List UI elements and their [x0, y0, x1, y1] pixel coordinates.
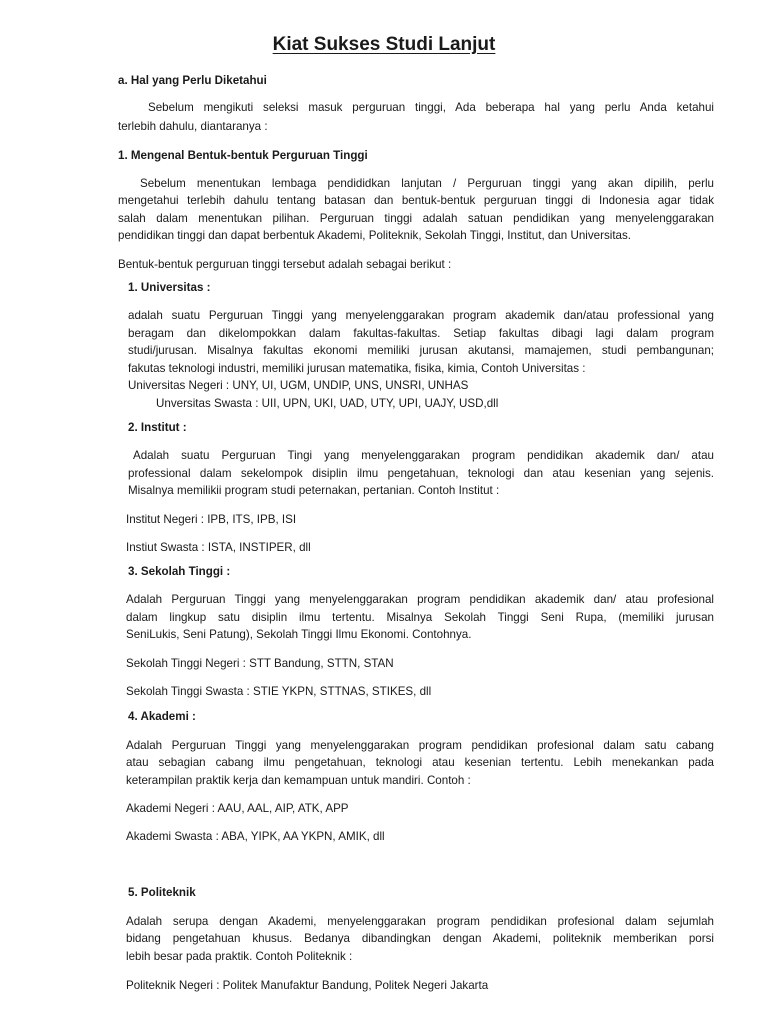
institut-swasta: Instiut Swasta : ISTA, INSTIPER, dll — [126, 541, 311, 554]
page-title: Kiat Sukses Studi Lanjut — [272, 34, 496, 55]
sekolah-tinggi-line-1: Adalah Perguruan Tinggi yang menyelenggarakan program pendidikan akademik dan/ atau profesional — [126, 593, 714, 606]
institut-line-3: Misalnya memilikii program studi peternakan, pertanian. Contoh Institut : — [128, 484, 500, 497]
politeknik-line-1: Adalah serupa dengan Akademi, menyelenggarakan program pendidikan profesional dalam sejumlah — [126, 915, 714, 928]
akademi-line-1: Adalah Perguruan Tinggi yang menyelenggarakan program pendidikan profesional dalam satu cabang — [126, 739, 714, 752]
sekolah-tinggi-heading: 3. Sekolah Tinggi : — [128, 565, 231, 578]
universitas-negeri: Universitas Negeri : UNY, UI, UGM, UNDIP, UNS, UNSRI, UNHAS — [128, 379, 469, 392]
universitas-line-4: fakutas teknologi industri, memiliki jurusan matematika, fisika, kimia, Contoh Universitas : — [128, 362, 586, 375]
politeknik-line-3: lebih besar pada praktik. Contoh Politeknik : — [126, 950, 353, 963]
universitas-line-2: beragam dan dikelompokkan dalam fakultas-fakultas. Setiap fakultas dibagi lagi dalam program — [128, 327, 714, 340]
list-intro: Bentuk-bentuk perguruan tinggi tersebut adalah sebagai berikut : — [118, 258, 452, 271]
point-1-line-1: Sebelum menentukan lembaga pendididkan lanjutan / Perguruan tinggi yang akan dipilih, perlu — [140, 177, 714, 190]
akademi-line-2: atau sebagian cabang ilmu pengetahuan, teknologi atau kesenian tertentu. Lebih menekankan pada — [126, 756, 714, 769]
point-1-line-4: pendidikan tinggi dan dapat berbentuk Akademi, Politeknik, Sekolah Tinggi, Institut, dan Universitas. — [118, 229, 632, 242]
universitas-heading: 1. Universitas : — [128, 281, 211, 294]
point-1-line-2: mengetahui terlebih dahulu tentang batasan dan bentuk-bentuk perguruan tinggi di Indonesia agar tidak — [118, 194, 714, 207]
institut-heading: 2. Institut : — [128, 421, 187, 434]
universitas-line-3: studi/jurusan. Misalnya fakultas ekonomi memiliki jurusan akutansi, mamajemen, studi pembangunan; — [128, 344, 714, 357]
politeknik-negeri: Politeknik Negeri : Politek Manufaktur Bandung, Politek Negeri Jakarta — [126, 979, 489, 992]
point-1-line-3: salah dalam menentukan pilihan. Perguruan tinggi adalah satuan pendidikan yang menyelenggarakan — [118, 212, 714, 225]
section-a-heading: a. Hal yang Perlu Diketahui — [118, 74, 267, 87]
institut-line-2: professional dalam sekelompok disiplin ilmu pengetahuan, teknologi dan atau kesenian yang sejenis. — [128, 467, 714, 480]
intro-line-2: terlebih dahulu, diantaranya : — [118, 120, 268, 133]
sekolah-tinggi-negeri: Sekolah Tinggi Negeri : STT Bandung, STTN, STAN — [126, 657, 394, 670]
institut-negeri: Institut Negeri : IPB, ITS, IPB, ISI — [126, 513, 297, 526]
intro-line-1: Sebelum mengikuti seleksi masuk perguruan tinggi, Ada beberapa hal yang perlu Anda ketahui — [148, 101, 714, 114]
sekolah-tinggi-line-3: SeniLukis, Seni Patung), Sekolah Tinggi Ilmu Ekonomi. Contohnya. — [126, 628, 472, 641]
akademi-swasta: Akademi Swasta : ABA, YIPK, AA YKPN, AMIK, dll — [126, 830, 385, 843]
universitas-swasta: Unversitas Swasta : UII, UPN, UKI, UAD, UTY, UPI, UAJY, USD,dll — [156, 397, 499, 410]
akademi-negeri: Akademi Negeri : AAU, AAL, AIP, ATK, APP — [126, 802, 349, 815]
politeknik-heading: 5. Politeknik — [128, 886, 196, 899]
point-1-heading: 1. Mengenal Bentuk-bentuk Perguruan Tinggi — [118, 149, 368, 162]
sekolah-tinggi-swasta: Sekolah Tinggi Swasta : STIE YKPN, STTNAS, STIKES, dll — [126, 685, 432, 698]
sekolah-tinggi-line-2: dalam lingkup satu disiplin ilmu tertentu. Misalnya Sekolah Tinggi Seni Rupa, (memiliki jurusan — [126, 611, 714, 624]
akademi-line-3: keterampilan praktik kerja dan kemampuan untuk mandiri. Contoh : — [126, 774, 471, 787]
universitas-line-1: adalah suatu Perguruan Tinggi yang menyelenggarakan program akademik dan/atau professional yang — [128, 309, 714, 322]
akademi-heading: 4. Akademi : — [128, 710, 196, 723]
institut-line-1: Adalah suatu Perguruan Tingi yang menyelenggarakan program pendidikan akademik dan/ atau — [133, 449, 714, 462]
politeknik-line-2: bidang pengetahuan khusus. Bedanya dibandingkan dengan Akademi, politeknik memberikan porsi — [126, 932, 714, 945]
